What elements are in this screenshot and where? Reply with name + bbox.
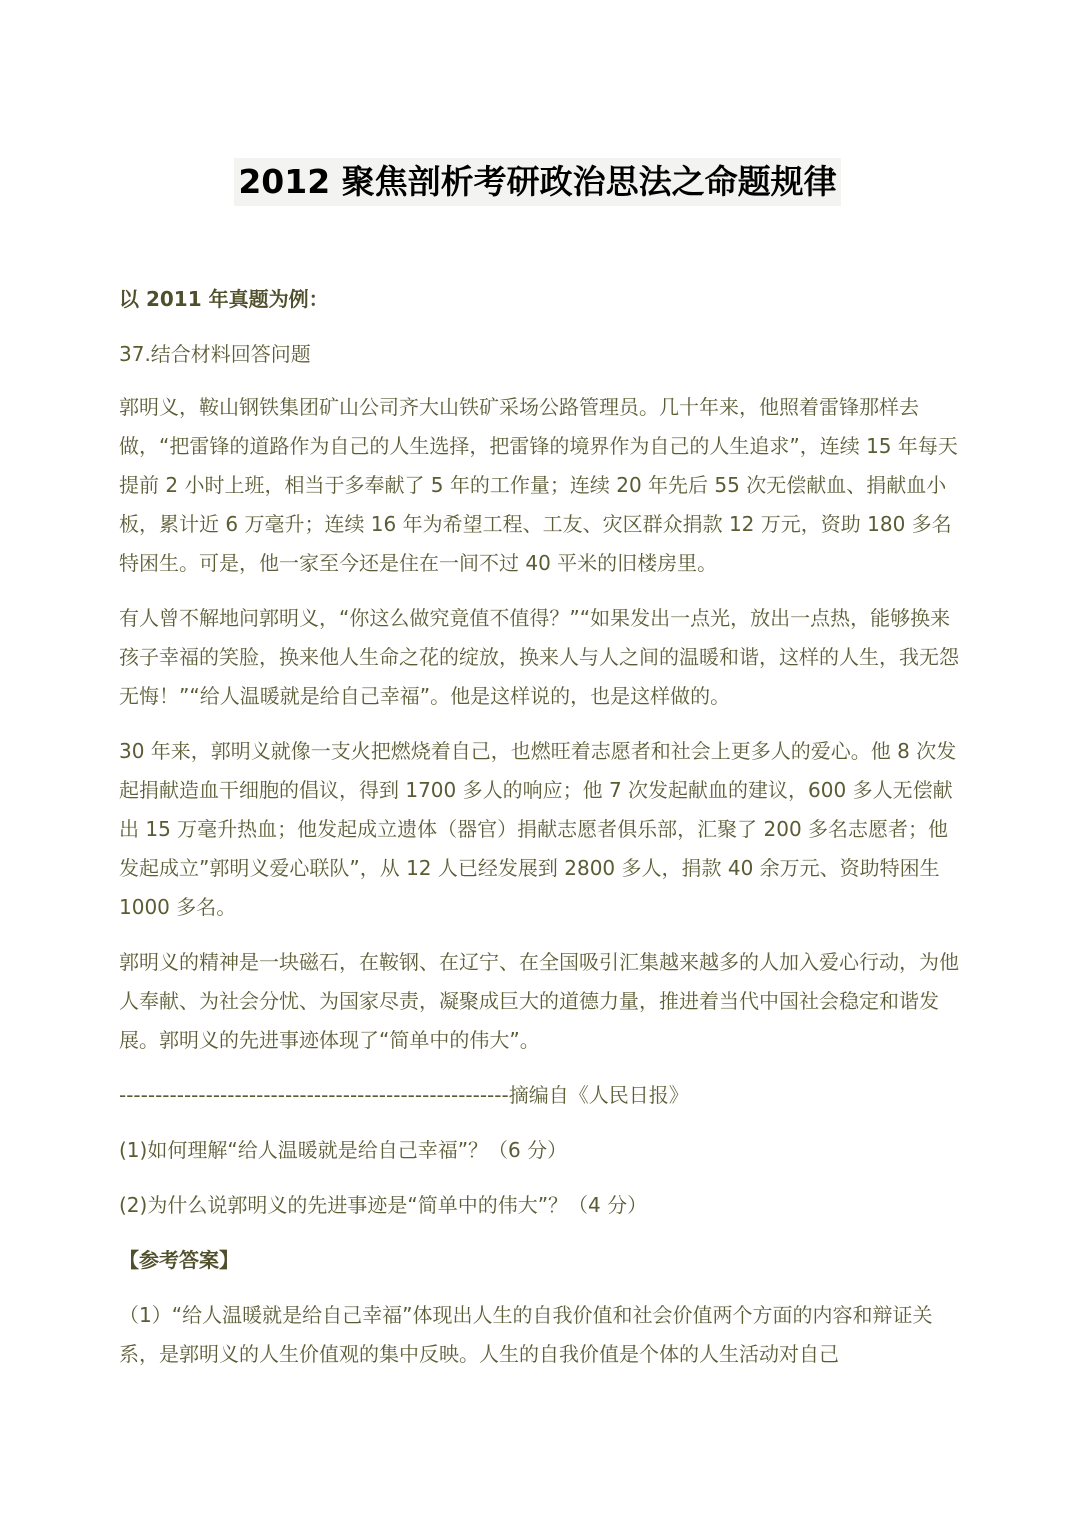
- material-paragraph-4: 郭明义的精神是一块磁石，在鞍钢、在辽宁、在全国吸引汇集越来越多的人加入爱心行动，为他人奉献、为社会分忧、为国家尽责，凝聚成巨大的道德力量，推进着当代中国社会稳定和谐发展。郭明义的先进事迹体现了“简单中的伟大”。: [119, 950, 959, 1052]
- answer-paragraph: （1）“给人温暖就是给自己幸福”体现出人生的自我价值和社会价值两个方面的内容和辩证关系，是郭明义的人生价值观的集中反映。人生的自我价值是个体的人生活动对自己: [119, 1303, 933, 1366]
- answer-heading: 【参考答案】: [119, 1248, 239, 1272]
- question-number: 37.结合材料回答问题: [119, 342, 311, 366]
- source-line: ------------------------------------------------------摘编自《人民日报》: [119, 1083, 689, 1107]
- document-body: [119, 280, 961, 1390]
- material-paragraph-1: 郭明义，鞍山钢铁集团矿山公司齐大山铁矿采场公路管理员。几十年来，他照着雷锋那样去做，“把雷锋的道路作为自己的人生选择，把雷锋的境界作为自己的人生追求”，连续 15 年每天提前 2 小时上班，相当于多奉献了 5 年的工作量；连续 20 年先后 55 次无偿献血、捐献血小板，累计近 6 万毫升；连续 16 年为希望工程、工友、灾区群众捐款 12 万元，资助 180 多名特困生。可是，他一家至今还是住在一间不过 40 平米的旧楼房里。: [119, 395, 958, 575]
- document-title-text: 2012 聚焦剖析考研政治思法之命题规律: [234, 158, 840, 206]
- question-2: (2)为什么说郭明义的先进事迹是“简单中的伟大”？（4 分）: [119, 1193, 648, 1217]
- question-1: (1)如何理解“给人温暖就是给自己幸福”？（6 分）: [119, 1138, 568, 1162]
- intro-heading: 以 2011 年真题为例：: [119, 287, 329, 311]
- document-title: [0, 158, 1075, 206]
- material-paragraph-3: 30 年来，郭明义就像一支火把燃烧着自己，也燃旺着志愿者和社会上更多人的爱心。他 8 次发起捐献造血干细胞的倡议，得到 1700 多人的响应；他 7 次发起献血的建议，600 多人无偿献出 15 万毫升热血；他发起成立遗体（器官）捐献志愿者俱乐部，汇聚了 200 多名志愿者；他发起成立”郭明义爱心联队”，从 12 人已经发展到 2800 多人，捐款 40 余万元、资助特困生 1000 多名。: [119, 739, 957, 919]
- material-paragraph-2: 有人曾不解地问郭明义，“你这么做究竟值不值得？”“如果发出一点光，放出一点热，能够换来孩子幸福的笑脸，换来他人生命之花的绽放，换来人与人之间的温暖和谐，这样的人生，我无怨无悔！”“给人温暖就是给自己幸福”。他是这样说的，也是这样做的。: [119, 606, 959, 708]
